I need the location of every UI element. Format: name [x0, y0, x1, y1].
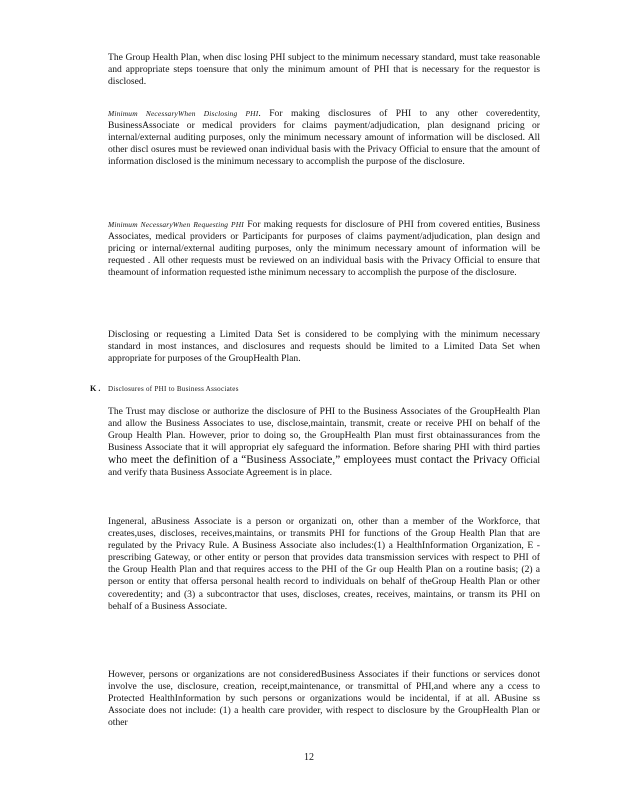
paragraph-text: Ingeneral, aBusiness Associate is a person or organizati on, other than a member of the Workforce, that creates,uses, discloses, receives,maintains, or transmits PHI for functions of the Group Health Plan that are regulated by the Privacy Rule. A Business Associate also includes:(1) a HealthInformation Organization, E -prescribing Gateway, or other entity or person that provides data transmission services with respect to PHI of the Group Health Plan and that requires access to the PHI of the Gr oup Health Plan on a routine basis; (2) a person or entity that offersa personal health record to individuals on behalf of theGroup Health Plan or other coveredentity; and (3) a subcontractor that uses, discloses, creates, receives, maintains, or transm its PHI on behalf of a Business Associate.	[108, 516, 540, 612]
paragraph-text: The Trust may disclose or authorize the disclosure of PHI to the Business Associates of the GroupHealth Plan and allow the Business Associates to use, disclose,maintain, transmit, create or receive PHI on behalf of the Group Health Plan. However, prior to doing so, the GroupHealth Plan must first obtainassurances from the Business Associate that it will appropriat ely safeguard the information. Before sharing PHI with third parties	[108, 406, 540, 454]
paragraph-text-emphasis: who meet the definition of a “Business Associate,” employees must contact the Privacy	[108, 454, 508, 467]
paragraph-text: For making requests for disclosure of PHI from covered entities, Business Associates, medical providers or Participants for purposes of claims payment/adjudication, plan design and pricing or internal/external auditing purposes, only the minimum necessary amount of information will be requested . All other requests must be reviewed on an individual basis with the Privacy Official to ensure that theamount of information requested isthe minimum necessary to accomplish the purpose of the disclosure.	[108, 219, 540, 279]
paragraph-phi-disclosure-standard	[108, 52, 540, 88]
paragraph-text: . For making disclosures of PHI to any other coveredentity, BusinessAssociate or medical providers for claims payment/adjudication, plan designand pricing or internal/external auditing purposes, only the minimum necessary amount of information will be disclosed. All other discl osures must be reviewed onan individual basis with the Privacy Official to ensure that the amount of information disclosed is the minimum necessary to accomplish the purpose of the disclosure.	[108, 108, 540, 168]
section-letter: K .	[90, 384, 101, 393]
paragraph-text: Disclosing or requesting a Limited Data Set is considered to be complying with the minimum necessary standard in most instances, and disclosures and requests should be limited to a Limited Data Set when appropriate for purposes of the GroupHealth Plan.	[108, 329, 540, 365]
paragraph-minimum-necessary-disclosing	[108, 108, 540, 168]
paragraph-trust-disclosure	[108, 406, 540, 480]
paragraph-business-associate-definition	[108, 516, 540, 613]
section-title: Disclosures of PHI to Business Associates	[108, 385, 239, 393]
paragraph-lead-in: Minimum NecessaryWhen Disclosing PHI	[108, 109, 259, 118]
page-number: 12	[304, 752, 314, 763]
section-heading	[90, 384, 239, 393]
paragraph-limited-data-set	[108, 329, 540, 365]
paragraph-text: Official and verify thata Business Associate Agreement is in place.	[108, 455, 540, 479]
paragraph-not-business-associates	[108, 669, 540, 729]
paragraph-text: The Group Health Plan, when disc losing PHI subject to the minimum necessary standard, must take reasonable and appropriate steps toensure that only the minimum amount of PHI that is necessary for the requestor is disclosed.	[108, 52, 540, 88]
paragraph-text: However, persons or organizations are not consideredBusiness Associates if their functions or services donot involve the use, disclosure, creation, receipt,maintenance, or transmittal of PHI,and where any a ccess to Protected HealthInformation by such persons or organizations would be incidental, if at all. ABusine ss Associate does not include: (1) a health care provider, with respect to disclosure by the GroupHealth Plan or other	[108, 669, 540, 729]
paragraph-lead-in: Minimum NecessaryWhen Requesting PHI	[108, 220, 244, 229]
paragraph-minimum-necessary-requesting	[108, 219, 540, 279]
